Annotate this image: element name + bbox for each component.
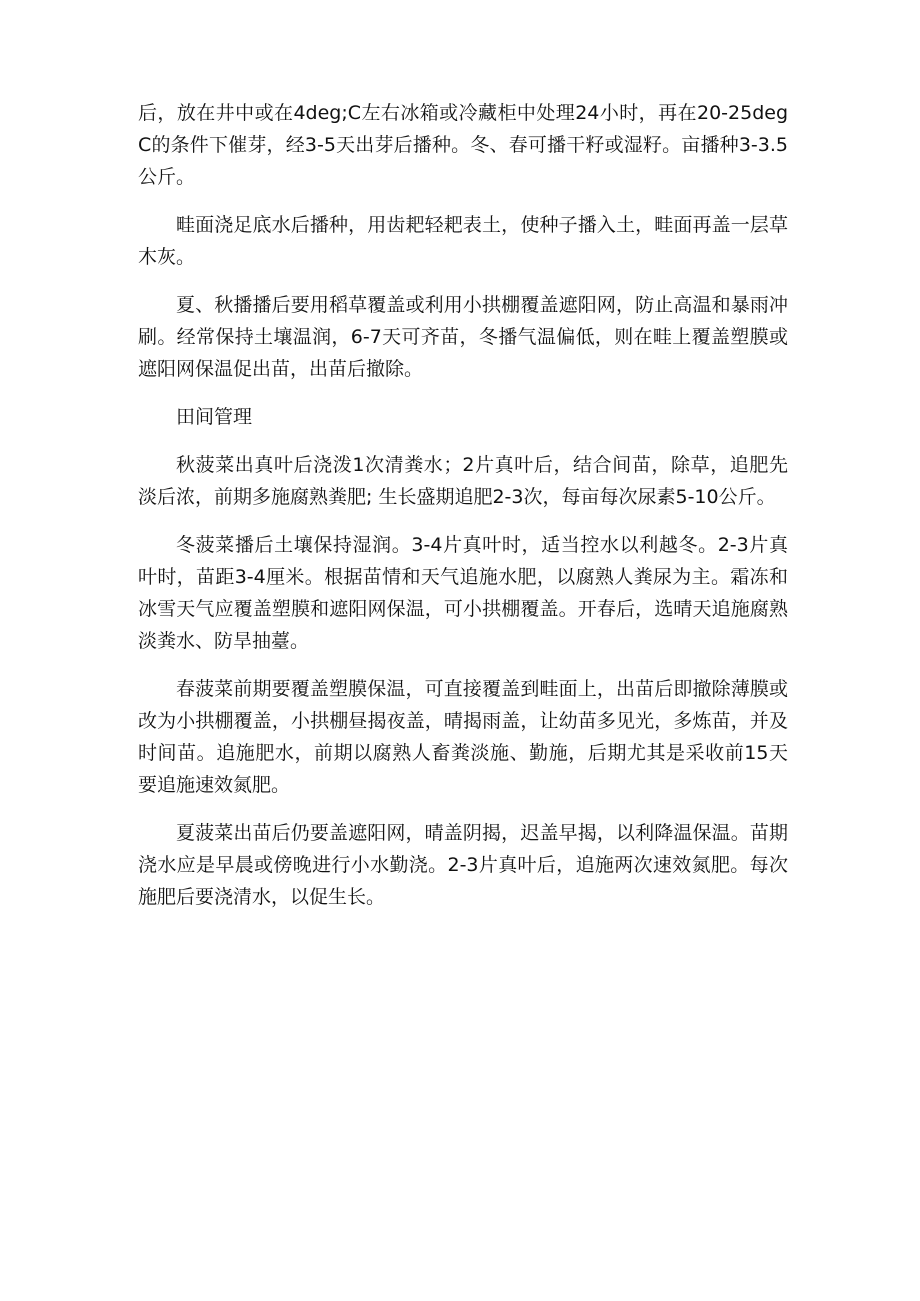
paragraph-winter-spinach: 冬菠菜播后土壤保持湿润。3-4片真叶时，适当控水以利越冬。2-3片真叶时，苗距3-4厘米。根据苗情和天气追施水肥，以腐熟人粪尿为主。霜冻和冰雪天气应覆盖塑膜和遮阳网保温，可小拱棚覆盖。开春后，选晴天追施腐熟淡粪水、防旱抽薹。	[138, 534, 788, 652]
paragraph-continuation: 后，放在井中或在4deg;C左右冰箱或冷藏柜中处理24小时，再在20-25degC的条件下催芽，经3-5天出芽后播种。冬、春可播干籽或湿籽。亩播种3-3.5公斤。	[138, 102, 788, 188]
paragraph-spring-spinach: 春菠菜前期要覆盖塑膜保温，可直接覆盖到畦面上，出苗后即撤除薄膜或改为小拱棚覆盖，小拱棚昼揭夜盖，晴揭雨盖，让幼苗多见光，多炼苗，并及时间苗。追施肥水，前期以腐熟人畜粪淡施、勤施，后期尤其是采收前15天要追施速效氮肥。	[138, 678, 788, 796]
paragraph-sowing: 畦面浇足底水后播种，用齿耙轻耙表土，使种子播入土，畦面再盖一层草木灰。	[138, 214, 788, 268]
document-page	[138, 97, 788, 929]
paragraph-autumn-spinach: 秋菠菜出真叶后浇泼1次清粪水；2片真叶后，结合间苗，除草，追肥先淡后浓，前期多施腐熟粪肥; 生长盛期追肥2-3次，每亩每次尿素5-10公斤。	[138, 454, 788, 508]
paragraph-summer-spinach: 夏菠菜出苗后仍要盖遮阳网，晴盖阴揭，迟盖早揭，以利降温保温。苗期浇水应是早晨或傍晚进行小水勤浇。2-3片真叶后，追施两次速效氮肥。每次施肥后要浇清水，以促生长。	[138, 822, 788, 908]
paragraph-summer-autumn-sowing: 夏、秋播播后要用稻草覆盖或利用小拱棚覆盖遮阳网，防止高温和暴雨冲刷。经常保持土壤温润，6-7天可齐苗，冬播气温偏低，则在畦上覆盖塑膜或遮阳网保温促出苗，出苗后撤除。	[138, 294, 788, 380]
section-heading-field-management: 田间管理	[176, 406, 253, 428]
